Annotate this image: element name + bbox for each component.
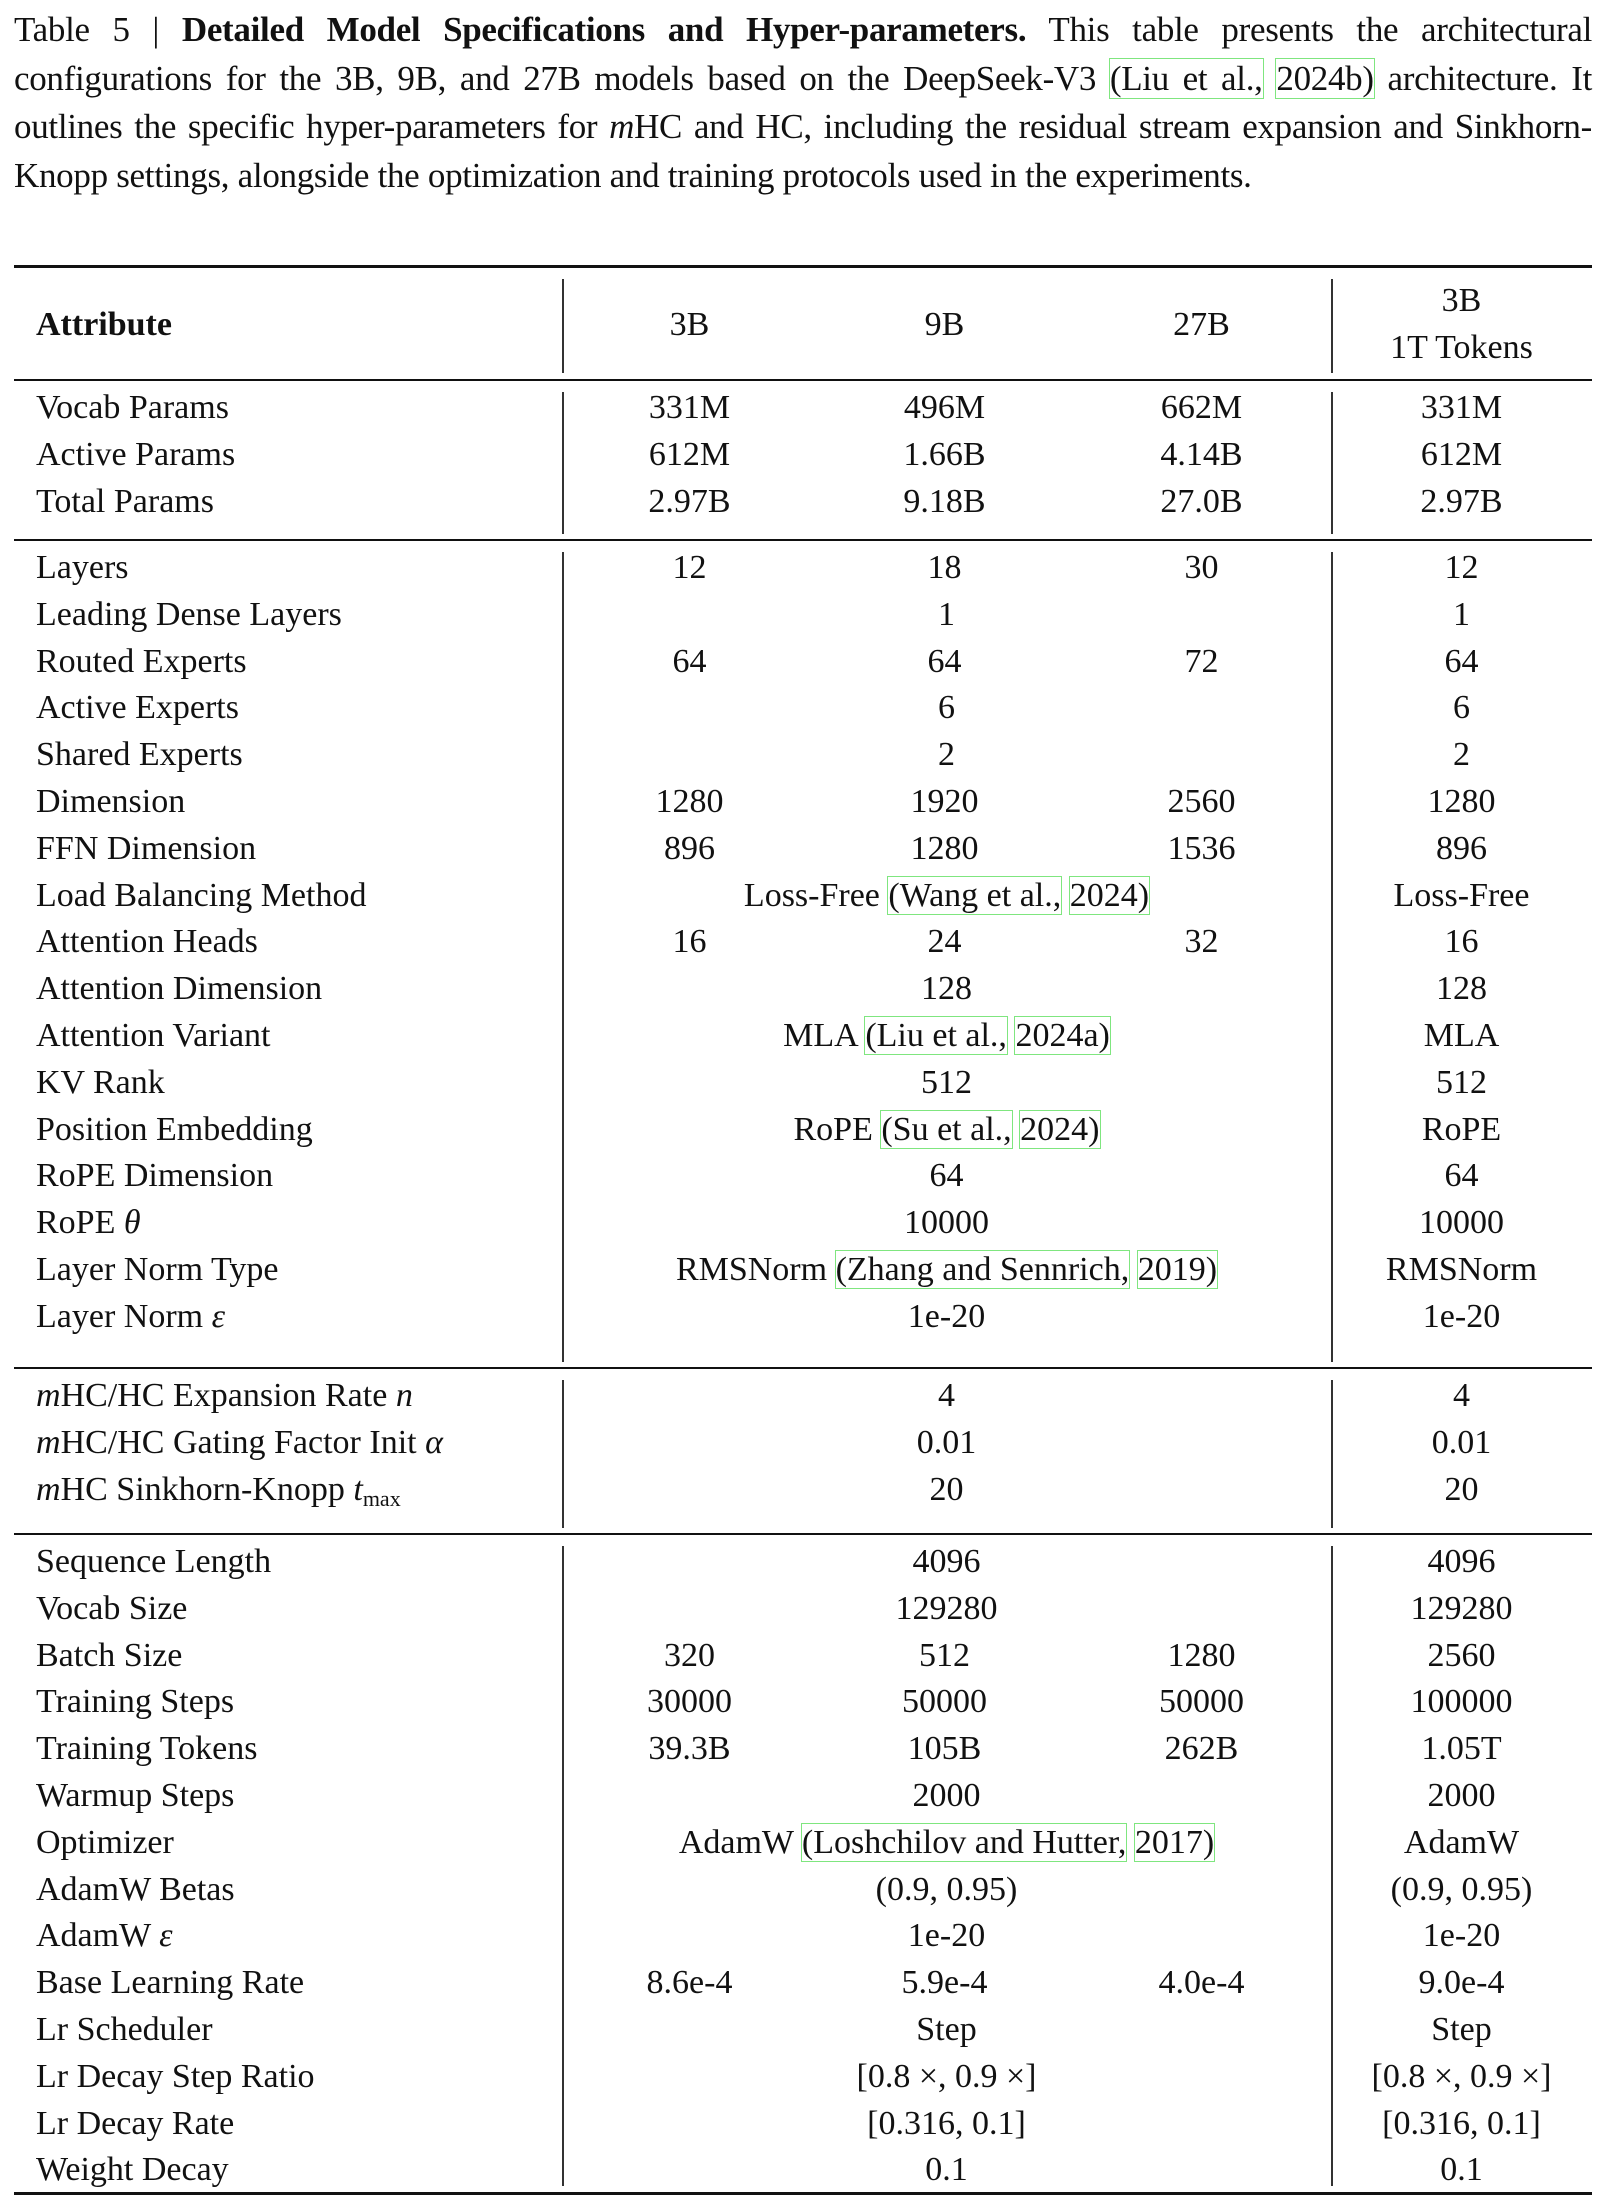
- value-3b-1t-tokens: 0.01: [1431, 1423, 1492, 1461]
- value-3b-1t-tokens: 1280: [1427, 783, 1496, 820]
- value-spanning-cell: [562, 2053, 1331, 2100]
- attribute-label: AdamW Betas: [36, 1870, 235, 1908]
- attribute-label: Active Params: [36, 435, 236, 473]
- citation-year-link[interactable]: 2017): [1134, 1823, 1215, 1861]
- value-spanning-cell: [562, 1012, 1331, 1059]
- value-spanning-cell: [562, 2146, 1331, 2193]
- attribute-cell: [36, 1106, 313, 1153]
- value-spanning-cell: [562, 1059, 1331, 1106]
- value-27b: 2560: [1167, 783, 1236, 820]
- attribute-symbol: ε: [159, 1917, 173, 1955]
- table-row: [0, 638, 1606, 685]
- attribute-label: Shared Experts: [36, 736, 243, 774]
- attribute-cell: [36, 1585, 187, 1632]
- value-text: 129280: [895, 1589, 998, 1627]
- table-row: [0, 1819, 1606, 1866]
- value-text: RoPE: [793, 1110, 882, 1148]
- value-3b: 12: [672, 549, 707, 586]
- value-3b-1t-tokens: 4: [1453, 1377, 1470, 1414]
- value-spanning-cell: [562, 684, 1331, 731]
- attribute-cell: [36, 872, 366, 919]
- table-row: [0, 684, 1606, 731]
- value-3b: 331M: [648, 389, 731, 426]
- caption-text: HC and HC, including the residual stream expansion and Sinkhorn-Knopp settings, alongside the optimization and training protocols used in the experiments.: [14, 107, 1592, 195]
- attribute-label: Position Embedding: [36, 1110, 313, 1148]
- header-27b: 27B: [1173, 305, 1230, 343]
- attribute-cell: [36, 918, 258, 965]
- table-row: [0, 1466, 1606, 1513]
- value-text: 10000: [904, 1204, 989, 1242]
- table-row: [0, 1585, 1606, 1632]
- attribute-label: Vocab Params: [36, 389, 229, 426]
- attribute-cell: [36, 638, 247, 685]
- attribute-cell: [36, 684, 239, 731]
- value-3b: 8.6e-4: [646, 1964, 733, 2002]
- header-attribute: Attribute: [36, 305, 172, 343]
- value-3b-1t-tokens: 4096: [1427, 1543, 1496, 1580]
- attribute-cell: [36, 431, 235, 478]
- value-27b: 50000: [1159, 1683, 1244, 1721]
- table-row: [0, 1725, 1606, 1772]
- citation-link[interactable]: (Zhang and Sennrich,: [835, 1251, 1130, 1288]
- table-row: [0, 1012, 1606, 1059]
- attribute-cell: [36, 1632, 182, 1679]
- section-rule: [14, 539, 1592, 541]
- value-27b: 4.0e-4: [1158, 1964, 1245, 2002]
- table-row: [0, 431, 1606, 478]
- attribute-cell: [36, 965, 322, 1012]
- value-27b: 4.14B: [1160, 435, 1243, 473]
- value-3b: 320: [664, 1636, 715, 1674]
- attribute-label: Optimizer: [36, 1823, 174, 1861]
- attribute-label: Routed Experts: [36, 642, 247, 680]
- value-3b: 39.3B: [648, 1730, 731, 1768]
- value-text: 6: [938, 689, 955, 727]
- section-rule: [14, 1533, 1592, 1535]
- value-3b-1t-tokens: 2: [1453, 736, 1470, 774]
- citation-year-link[interactable]: 2019): [1137, 1251, 1218, 1288]
- value-spanning-cell: [562, 1538, 1331, 1585]
- value-3b-1t-tokens: 16: [1444, 923, 1479, 961]
- value-3b-1t-tokens: 9.0e-4: [1418, 1964, 1505, 2002]
- value-3b-1t-tokens: 1: [1453, 595, 1470, 633]
- value-9b: 5.9e-4: [901, 1964, 988, 2002]
- value-3b-1t-tokens: 331M: [1420, 389, 1503, 426]
- header-3b-1t-tokens: [1331, 268, 1592, 380]
- value-text: 512: [921, 1063, 972, 1101]
- table-row: [0, 872, 1606, 919]
- value-9b: 1920: [910, 783, 979, 820]
- attribute-subscript: max: [362, 1485, 401, 1511]
- value-9b: 9.18B: [903, 482, 986, 520]
- value-spanning-cell: [562, 1466, 1331, 1513]
- value-spanning-cell: [562, 1585, 1331, 1632]
- attribute-label: Training Steps: [36, 1683, 235, 1721]
- attribute-label: Dimension: [36, 783, 186, 820]
- table-row: [0, 1772, 1606, 1819]
- table-row: [0, 778, 1606, 825]
- attribute-prefix: m: [36, 1423, 61, 1461]
- attribute-cell: [36, 1678, 234, 1725]
- attribute-cell: [36, 1959, 304, 2006]
- citation-year-link[interactable]: 2024b): [1276, 58, 1374, 98]
- value-3b-1t-tokens: 2000: [1427, 1777, 1496, 1814]
- table-row: [0, 1199, 1606, 1246]
- value-spanning-cell: [562, 1293, 1331, 1340]
- value-spanning-cell: [562, 1912, 1331, 1959]
- citation-link[interactable]: (Liu et al.,: [1109, 58, 1263, 98]
- value-text: 4: [938, 1377, 955, 1414]
- value-3b-1t-tokens: 896: [1436, 829, 1487, 867]
- value-27b: 262B: [1164, 1730, 1239, 1768]
- value-3b-1t-tokens: 64: [1444, 642, 1479, 680]
- value-3b-1t-tokens: 64: [1444, 1157, 1479, 1195]
- table-header: [0, 268, 1606, 380]
- value-spanning-cell: [562, 591, 1331, 638]
- value-text: 1: [938, 595, 955, 633]
- attribute-cell: [36, 478, 214, 525]
- value-27b: 72: [1184, 642, 1219, 680]
- value-spanning-cell: [562, 1152, 1331, 1199]
- table-row: [0, 1293, 1606, 1340]
- value-27b: 32: [1184, 923, 1219, 961]
- attribute-cell: [36, 1866, 235, 1913]
- value-text: [0.316, 0.1]: [867, 2104, 1026, 2142]
- value-spanning-cell: [562, 2100, 1331, 2147]
- attribute-label: FFN Dimension: [36, 829, 257, 867]
- value-text: 2000: [912, 1777, 981, 1814]
- header-3b: 3B: [669, 305, 710, 343]
- value-3b-1t-tokens: 128: [1436, 970, 1487, 1008]
- value-9b: 64: [927, 642, 962, 680]
- table-row: [0, 1678, 1606, 1725]
- citation-link[interactable]: (Wang et al.,: [888, 876, 1062, 914]
- value-27b: 1280: [1167, 1636, 1236, 1674]
- value-3b-1t-tokens: [0.316, 0.1]: [1382, 2104, 1541, 2142]
- attribute-label: Lr Scheduler: [36, 2011, 213, 2048]
- caption-m: m: [609, 107, 635, 146]
- attribute-label: Warmup Steps: [36, 1777, 235, 1814]
- attribute-cell: [36, 1012, 271, 1059]
- table-row: [0, 2146, 1606, 2193]
- table-row: [0, 965, 1606, 1012]
- table-row: [0, 825, 1606, 872]
- value-3b-1t-tokens: 2560: [1427, 1636, 1496, 1674]
- value-text: MLA: [783, 1017, 866, 1054]
- attribute-label: RoPE: [36, 1204, 124, 1242]
- value-text: Step: [916, 2011, 977, 2048]
- attribute-label: HC Sinkhorn-Knopp: [60, 1470, 354, 1508]
- table-row: [0, 1419, 1606, 1466]
- table-row: [0, 918, 1606, 965]
- table-row: [0, 478, 1606, 525]
- value-3b-1t-tokens: 100000: [1410, 1683, 1513, 1721]
- value-3b-1t-tokens: 20: [1444, 1470, 1479, 1508]
- table-row: [0, 1959, 1606, 2006]
- attribute-label: Base Learning Rate: [36, 1964, 305, 2002]
- value-3b: 1280: [655, 783, 724, 820]
- attribute-label: HC/HC Gating Factor Init: [60, 1423, 426, 1461]
- value-9b: 24: [927, 923, 962, 961]
- value-27b: 27.0B: [1160, 482, 1243, 520]
- table-row: [0, 1912, 1606, 1959]
- attribute-cell: [36, 1372, 413, 1419]
- attribute-label: Lr Decay Step Ratio: [36, 2057, 315, 2095]
- value-text: Loss-Free: [743, 876, 889, 914]
- value-3b: 64: [672, 642, 707, 680]
- value-3b-1t-tokens: [0.8 ×, 0.9 ×]: [1371, 2057, 1552, 2095]
- attribute-label: Layer Norm: [36, 1297, 212, 1335]
- value-text: 64: [929, 1157, 964, 1195]
- value-3b-1t-tokens: RMSNorm: [1385, 1251, 1538, 1288]
- value-spanning-cell: [562, 1866, 1331, 1913]
- attribute-label: Sequence Length: [36, 1543, 272, 1580]
- attribute-label: Vocab Size: [36, 1589, 188, 1627]
- attribute-prefix: m: [36, 1470, 61, 1508]
- attribute-cell: [36, 2146, 229, 2193]
- value-3b-1t-tokens: RoPE: [1421, 1110, 1502, 1148]
- attribute-cell: [36, 1152, 273, 1199]
- attribute-label: Batch Size: [36, 1636, 183, 1674]
- value-text: 0.01: [916, 1423, 977, 1461]
- value-9b: 50000: [902, 1683, 987, 1721]
- value-3b-1t-tokens: 12: [1444, 549, 1479, 586]
- caption-text: architecture. It outlines the specific hyper-parameters for: [14, 58, 1592, 146]
- value-27b: 30: [1184, 549, 1219, 586]
- value-spanning-cell: [562, 1819, 1331, 1866]
- table-row: [0, 1866, 1606, 1913]
- value-9b: 512: [919, 1636, 970, 1674]
- value-3b-1t-tokens: AdamW: [1403, 1823, 1520, 1861]
- attribute-cell: [36, 1246, 278, 1293]
- value-text: 1e-20: [907, 1917, 986, 1955]
- table-row: [0, 2053, 1606, 2100]
- header-3b-1t-line1: 3B: [1441, 282, 1482, 319]
- value-3b-1t-tokens: Step: [1431, 2011, 1492, 2048]
- value-spanning-cell: [562, 1246, 1331, 1293]
- header-9b: 9B: [924, 305, 965, 343]
- attribute-label: Attention Dimension: [36, 970, 323, 1008]
- value-3b-1t-tokens: 512: [1436, 1063, 1487, 1101]
- attribute-cell: [36, 2053, 315, 2100]
- value-3b-1t-tokens: 1e-20: [1422, 1297, 1501, 1335]
- value-text: AdamW: [678, 1823, 802, 1861]
- attribute-label: AdamW: [36, 1917, 160, 1955]
- value-spanning-cell: [562, 2006, 1331, 2053]
- value-3b-1t-tokens: 10000: [1419, 1204, 1504, 1242]
- value-text: 4096: [912, 1543, 981, 1580]
- value-spanning-cell: [562, 1106, 1331, 1153]
- attribute-cell: [36, 1199, 141, 1246]
- attribute-cell: [36, 1059, 165, 1106]
- citation-link[interactable]: (Liu et al.,: [865, 1017, 1007, 1054]
- citation-year-link[interactable]: 2024a): [1015, 1017, 1110, 1054]
- attribute-label: Load Balancing Method: [36, 876, 367, 914]
- table-row: [0, 1632, 1606, 1679]
- value-3b-1t-tokens: 2.97B: [1420, 482, 1503, 520]
- table-row: [0, 731, 1606, 778]
- attribute-prefix: m: [36, 1377, 61, 1414]
- attribute-cell: [36, 2006, 213, 2053]
- attribute-symbol: t: [353, 1470, 363, 1508]
- attribute-cell: [36, 1912, 172, 1959]
- value-spanning-cell: [562, 1772, 1331, 1819]
- table-row: [0, 1246, 1606, 1293]
- value-text: 2: [938, 736, 955, 774]
- attribute-cell: [36, 544, 129, 591]
- value-text: 20: [929, 1470, 964, 1508]
- attribute-cell: [36, 1772, 234, 1819]
- value-9b: 1.66B: [903, 435, 986, 473]
- attribute-cell: [36, 1819, 174, 1866]
- value-spanning-cell: [562, 731, 1331, 778]
- value-3b-1t-tokens: 612M: [1420, 435, 1503, 473]
- citation-link[interactable]: (Su et al.,: [881, 1110, 1012, 1148]
- attribute-label: Weight Decay: [36, 2151, 229, 2189]
- value-3b-1t-tokens: 0.1: [1440, 2151, 1483, 2189]
- value-27b: 1536: [1167, 829, 1236, 867]
- attribute-label: Layer Norm Type: [36, 1251, 279, 1288]
- table-row: [0, 1538, 1606, 1585]
- value-text: 1e-20: [907, 1297, 986, 1335]
- value-3b-1t-tokens: 1e-20: [1422, 1917, 1501, 1955]
- value-text: RMSNorm: [675, 1251, 836, 1288]
- attribute-cell: [36, 825, 256, 872]
- table-row: [0, 1152, 1606, 1199]
- value-spanning-cell: [562, 1199, 1331, 1246]
- value-9b: 1280: [910, 829, 979, 867]
- table-caption: [14, 6, 1592, 200]
- attribute-label: Layers: [36, 549, 129, 586]
- table-row: [0, 1106, 1606, 1153]
- attribute-cell: [36, 778, 185, 825]
- attribute-label: Leading Dense Layers: [36, 595, 342, 633]
- header-3b-1t-line2: 1T Tokens: [1390, 329, 1533, 366]
- caption-label: Table 5 |: [14, 10, 182, 49]
- table-row: [0, 1372, 1606, 1419]
- citation-year-link[interactable]: 2024): [1020, 1110, 1100, 1148]
- attribute-label: Attention Heads: [36, 923, 258, 961]
- attribute-cell: [36, 384, 229, 431]
- value-9b: 496M: [903, 389, 986, 426]
- attribute-label: RoPE Dimension: [36, 1157, 274, 1195]
- caption-title: Detailed Model Specifications and Hyper-parameters.: [181, 10, 1027, 49]
- value-27b: 662M: [1160, 389, 1243, 426]
- citation-year-link[interactable]: 2024): [1069, 876, 1150, 914]
- section-rule: [14, 1367, 1592, 1369]
- attribute-symbol: θ: [123, 1204, 141, 1242]
- attribute-cell: [36, 2100, 234, 2147]
- attribute-cell: [36, 1725, 257, 1772]
- value-spanning-cell: [562, 965, 1331, 1012]
- citation-link[interactable]: (Loshchilov and Hutter,: [801, 1823, 1127, 1861]
- table-row: [0, 2100, 1606, 2147]
- value-3b-1t-tokens: 1.05T: [1421, 1730, 1502, 1768]
- value-spanning-cell: [562, 1372, 1331, 1419]
- attribute-symbol: n: [395, 1377, 413, 1414]
- value-text: (0.9, 0.95): [875, 1870, 1018, 1908]
- attribute-label: Attention Variant: [36, 1017, 271, 1054]
- attribute-label: KV Rank: [36, 1063, 165, 1101]
- value-text: 0.1: [925, 2151, 968, 2189]
- attribute-cell: [36, 731, 243, 778]
- attribute-cell: [36, 1293, 225, 1340]
- attribute-cell: [36, 1466, 401, 1513]
- table-row: [0, 544, 1606, 591]
- value-3b: 2.97B: [648, 482, 731, 520]
- caption-text: This table presents the architectural configurations for the 3B, 9B, and 27B models based on the DeepSeek-V3: [14, 10, 1592, 98]
- attribute-symbol: α: [425, 1423, 443, 1461]
- attribute-cell: [36, 591, 342, 638]
- value-spanning-cell: [562, 1419, 1331, 1466]
- value-3b-1t-tokens: (0.9, 0.95): [1390, 1870, 1533, 1908]
- value-spanning-cell: [562, 872, 1331, 919]
- attribute-label: Active Experts: [36, 689, 239, 727]
- value-3b: 16: [672, 923, 707, 961]
- value-9b: 18: [927, 549, 962, 586]
- value-text: 128: [921, 970, 972, 1008]
- attribute-cell: [36, 1538, 271, 1585]
- attribute-label: Training Tokens: [36, 1730, 258, 1768]
- attribute-label: Lr Decay Rate: [36, 2104, 235, 2142]
- table-row: [0, 1059, 1606, 1106]
- attribute-cell: [36, 1419, 443, 1466]
- value-text: [0.8 ×, 0.9 ×]: [856, 2057, 1037, 2095]
- table-row: [0, 591, 1606, 638]
- value-3b: 896: [664, 829, 715, 867]
- value-3b-1t-tokens: MLA: [1423, 1017, 1500, 1054]
- value-3b: 30000: [647, 1683, 732, 1721]
- value-3b-1t-tokens: 129280: [1410, 1589, 1513, 1627]
- table-row: [0, 2006, 1606, 2053]
- value-9b: 105B: [907, 1730, 982, 1768]
- value-3b: 612M: [648, 435, 731, 473]
- value-3b-1t-tokens: 6: [1453, 689, 1470, 727]
- table-row: [0, 384, 1606, 431]
- value-3b-1t-tokens: Loss-Free: [1393, 876, 1530, 914]
- attribute-symbol: ε: [211, 1297, 226, 1335]
- attribute-label: HC/HC Expansion Rate: [60, 1377, 396, 1414]
- attribute-label: Total Params: [36, 482, 214, 520]
